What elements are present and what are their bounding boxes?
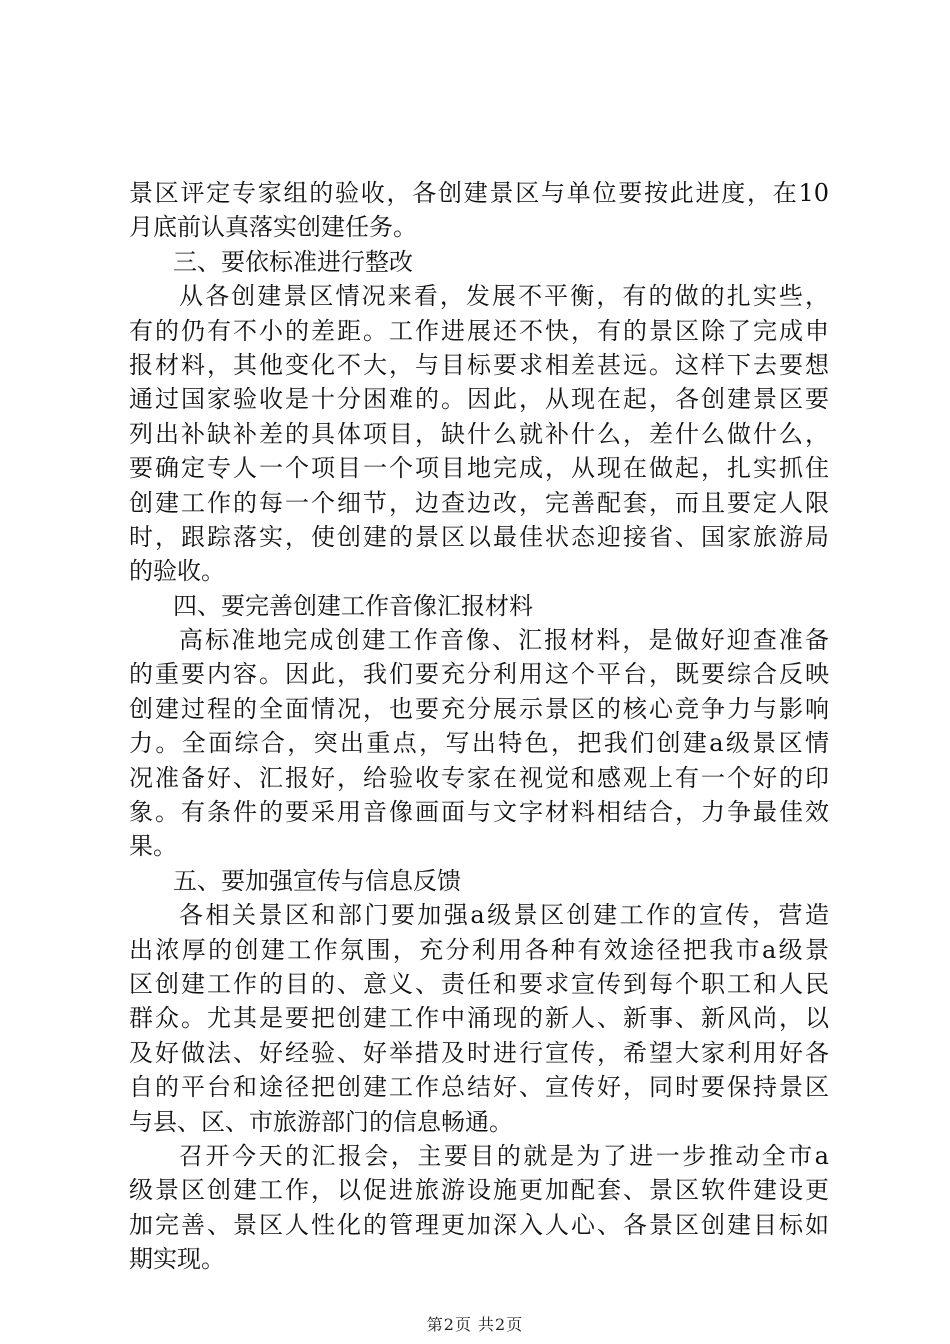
text-line: 创建工作的每一个细节，边查边改，完善配套，而且要定人限 [129, 488, 829, 517]
text-line: 及好做法、好经验、好举措及时进行宣传，希望大家利用好各 [129, 1038, 829, 1067]
text-line: 自的平台和途径把创建工作总结好、宣传好，同时要保持景区 [129, 1073, 829, 1102]
text-line: 报材料，其他变化不大，与目标要求相差甚远。这样下去要想 [129, 350, 829, 379]
text-line: 高标准地完成创建工作音像、汇报材料，是做好迎查准备 [179, 626, 829, 655]
text-line: 区创建工作的目的、意义、责任和要求宣传到每个职工和人民 [129, 969, 829, 998]
section-heading: 五、要加强宣传与信息反馈 [173, 866, 461, 895]
text-line: 群众。尤其是要把创建工作中涌现的新人、新事、新风尚，以 [129, 1004, 829, 1033]
text-line: 月底前认真落实创建任务。 [129, 213, 417, 242]
text-line: 召开今天的汇报会，主要目的就是为了进一步推动全市a [179, 1141, 829, 1170]
text-line: 时，跟踪落实，使创建的景区以最佳状态迎接省、国家旅游局 [129, 522, 829, 551]
text-line: 各相关景区和部门要加强a级景区创建工作的宣传，营造 [179, 901, 829, 930]
text-line: 级景区创建工作，以促进旅游设施更加配套、景区软件建设更 [129, 1176, 829, 1205]
text-line: 列出补缺补差的具体项目，缺什么就补什么，差什么做什么， [129, 419, 829, 448]
text-line: 况准备好、汇报好，给验收专家在视觉和感观上有一个好的印 [129, 763, 829, 792]
text-line: 的验收。 [129, 557, 225, 586]
text-line: 出浓厚的创建工作氛围，充分利用各种有效途径把我市a级景 [129, 935, 829, 964]
text-line: 的重要内容。因此，我们要充分利用这个平台，既要综合反映 [129, 660, 829, 689]
text-line: 景区评定专家组的验收，各创建景区与单位要按此进度，在10 [129, 179, 829, 207]
section-heading: 四、要完善创建工作音像汇报材料 [173, 591, 533, 620]
text-line: 期实现。 [129, 1245, 225, 1274]
text-line: 有的仍有不小的差距。工作进展还不快，有的景区除了完成申 [129, 316, 829, 345]
body-text [129, 176, 829, 1277]
section-heading: 三、要依标准进行整改 [173, 247, 413, 276]
page-footer: 第2页 共2页 [426, 1315, 524, 1334]
text-line: 加完善、景区人性化的管理更加深入人心、各景区创建目标如 [129, 1210, 829, 1239]
text-line: 通过国家验收是十分困难的。因此，从现在起，各创建景区要 [129, 385, 829, 414]
text-line: 果。 [129, 832, 177, 861]
text-line: 创建过程的全面情况，也要充分展示景区的核心竞争力与影响 [129, 694, 829, 723]
text-line: 与县、区、市旅游部门的信息畅通。 [129, 1107, 513, 1136]
text-line: 力。全面综合，突出重点，写出特色，把我们创建a级景区情 [129, 729, 829, 758]
text-line: 从各创建景区情况来看，发展不平衡，有的做的扎实些， [179, 282, 829, 311]
text-line: 要确定专人一个项目一个项目地完成，从现在做起，扎实抓住 [129, 454, 829, 483]
text-line: 象。有条件的要采用音像画面与文字材料相结合，力争最佳效 [129, 798, 829, 827]
